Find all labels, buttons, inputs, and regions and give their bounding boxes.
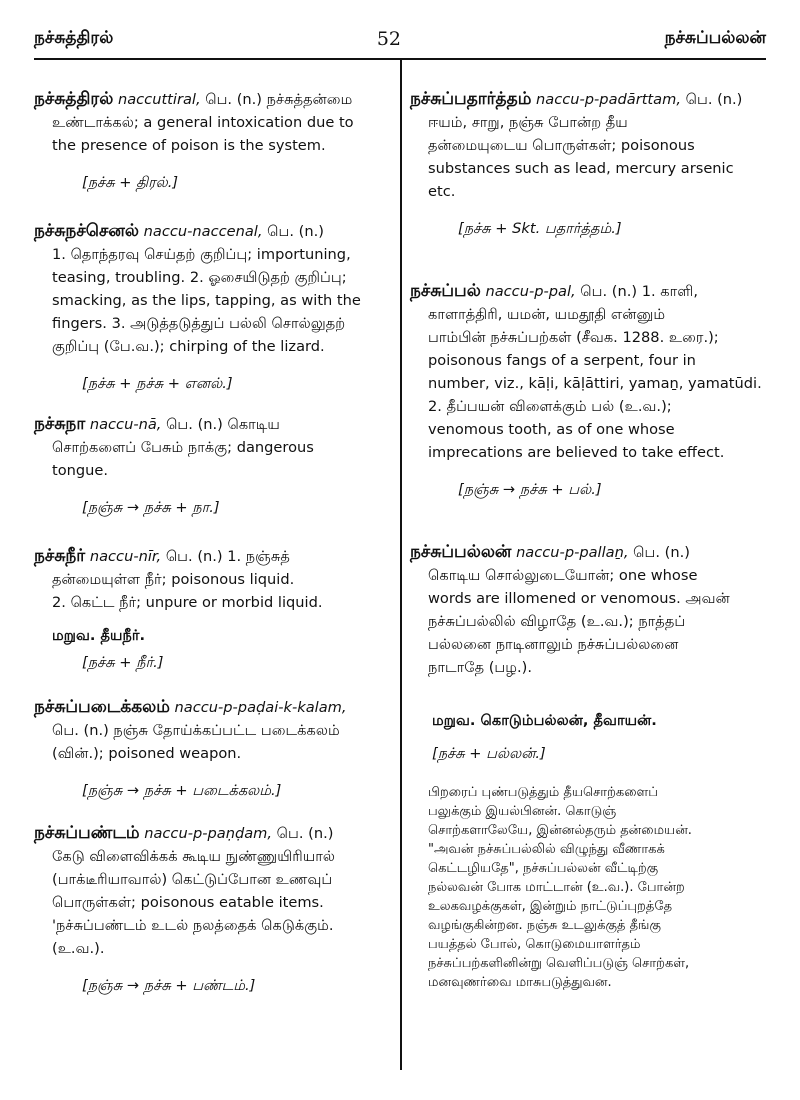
note-line: பயத்தல் போல், கொடுமையாளர்தம்: [428, 937, 641, 952]
definition-line: பொருள்கள்; poisonous eatable items.: [52, 894, 324, 911]
entry-grammar-label: பெ. (n.): [628, 544, 690, 561]
definition-line: poisonous fangs of a serpent, four in: [428, 352, 696, 369]
definition-line: substances such as lead, mercury arsenic: [428, 160, 734, 177]
entry-headword: நச்சுப்பதார்த்தம்: [410, 89, 532, 109]
entry-transliteration: naccu-p-pallaṉ,: [516, 544, 629, 561]
note-line: உலகவழக்குகள், இன்றும் நாட்டுப்புறத்தே: [428, 899, 673, 914]
entry-first-line: [34, 545, 388, 568]
entry-transliteration: naccuttiral,: [117, 91, 201, 108]
entry-headword: நச்சுப்படைக்கலம்: [34, 697, 170, 717]
entry-transliteration: naccu-p-padārttam,: [536, 91, 681, 108]
note-line: சொற்களாலேயே, இன்னல்தரும் தன்மையன்.: [428, 823, 692, 838]
dictionary-entry: [34, 822, 388, 997]
entry-headword: நச்சுத்திரல்: [34, 89, 114, 109]
definition-line: imprecations are believed to take effect.: [428, 444, 725, 461]
entry-etymology: [நச்சு + நீர்.]: [82, 654, 164, 671]
entry-etymology: [நச்சு + நச்சு + எனல்.]: [82, 375, 233, 392]
entry-first-line: [34, 220, 388, 243]
definition-line: (பாக்டீரியாவால்) கெட்டுப்போன உணவுப்: [52, 871, 333, 888]
entry-transliteration: naccu-p-paṇḍam,: [144, 825, 273, 842]
definition-line: சொற்களைப் பேசும் நாக்கு; dangerous: [52, 439, 314, 456]
page-header: [34, 14, 766, 58]
definition-line: words are illomened or venomous. அவன்: [428, 590, 730, 607]
definition-line: fingers. 3. அடுத்தடுத்துப் பல்லி சொல்லுதற்: [52, 315, 346, 332]
entry-transliteration: naccu-nīr,: [89, 548, 162, 565]
dictionary-entry: [410, 88, 770, 240]
note-line: பலுக்கும் இயல்பினன். கொடுஞ்: [428, 804, 617, 819]
definition-line: the presence of poison is the system.: [52, 137, 326, 154]
dictionary-entry: [410, 280, 770, 501]
entry-grammar-label: பெ. (n.): [680, 91, 743, 108]
dictionary-entry: [34, 220, 388, 395]
entry-grammar-label: பெ. (n.) கொடிய: [161, 416, 280, 433]
entry-etymology: [நச்சு + திரல்.]: [82, 174, 179, 191]
left-column: [34, 70, 388, 997]
entry-grammar-label: பெ. (n.) 1. நஞ்சுத்: [161, 548, 290, 565]
entry-headword: நச்சுப்பண்டம்: [34, 823, 140, 843]
definition-line: 2. கெட்ட நீர்; unpure or morbid liquid.: [52, 594, 323, 611]
definition-line: teasing, troubling. 2. ஓசையிடுதற் குறிப்பு;: [52, 269, 347, 286]
entry-etymology: [நஞ்சு → நச்சு + பல்.]: [458, 481, 602, 498]
entry-headword: நச்சுநச்செனல்: [34, 221, 139, 241]
entry-etymology: [நஞ்சு → நச்சு + பண்டம்.]: [82, 977, 256, 994]
definition-line: 'நச்சுப்பண்டம் உடல் நலத்தைக் கெடுக்கும்.: [52, 917, 334, 934]
definition-line: கேடு விளைவிக்கக் கூடிய நுண்ணுயிரியால்: [52, 848, 335, 865]
note-line: மனவுணர்வை மாசுபடுத்துவன.: [428, 975, 612, 990]
entry-definition: [34, 243, 388, 358]
definition-line: குறிப்பு (பே.வ.); chirping of the lizard.: [52, 338, 325, 355]
entry-definition: [34, 719, 388, 765]
definition-line: பல்லனை நாடினாலும் நச்சுப்பல்லனை: [428, 636, 679, 653]
entry-first-line: [34, 696, 388, 719]
entry-etymology: [நஞ்சு → நச்சு + படைக்கலம்.]: [82, 782, 282, 799]
entry-transliteration: naccu-naccenal,: [143, 223, 263, 240]
entry-transliteration: naccu-nā,: [89, 416, 162, 433]
dictionary-entry: [410, 541, 770, 992]
entry-first-line: [34, 413, 388, 436]
entry-definition: [410, 111, 770, 203]
definition-line: ஈயம், சாறு, நஞ்சு போன்ற தீய: [428, 114, 628, 131]
definition-line: venomous tooth, as of one whose: [428, 421, 675, 438]
definition-line: 2. தீப்பயன் விளைக்கும் பல் (உ.வ.);: [428, 398, 672, 415]
note-line: நல்லவன் போக மாட்டான் (உ.வ.). போன்ற: [428, 880, 685, 895]
definition-line: தன்மையுள்ள நீர்; poisonous liquid.: [52, 571, 295, 588]
definition-line: நாடாதே (பழ.).: [428, 659, 533, 676]
definition-line: தன்மையுடைய பொருள்கள்; poisonous: [428, 137, 695, 154]
entry-headword: நச்சுப்பல்: [410, 281, 481, 301]
right-guide-word: நச்சுப்பல்லன்: [664, 28, 766, 48]
entry-etymology: [நச்சு + Skt. பதார்த்தம்.]: [458, 220, 622, 237]
entry-synonym: மறுவ. கொடும்பல்லன், தீவாயன்.: [432, 712, 657, 729]
entry-headword: நச்சுப்பல்லன்: [410, 542, 512, 562]
right-column: [410, 70, 770, 992]
definition-line: etc.: [428, 183, 456, 200]
definition-line: 1. தொந்தரவு செய்தற் குறிப்பு; importuning,: [52, 246, 351, 263]
note-line: "அவன் நச்சுப்பல்லில் விழுந்து வீணாகக்: [428, 842, 665, 857]
definition-line: காளாத்திரி, யமன், யமதூதி என்னும்: [428, 306, 666, 323]
note-line: கெட்டழியதே", நச்சுப்பல்லன் வீட்டிற்கு: [428, 861, 659, 876]
column-divider: [400, 60, 402, 1070]
entry-grammar-label: பெ. (n.) 1. காளி,: [575, 283, 699, 300]
definition-line: பாம்பின் நச்சுப்பற்கள் (சீவக. 1288. உரை.);: [428, 329, 719, 346]
definition-line: பெ. (n.) நஞ்சு தோய்க்கப்பட்ட படைக்கலம்: [52, 722, 340, 739]
note-line: பிறரைப் புண்படுத்தும் தீயசொற்களைப்: [428, 785, 658, 800]
entry-grammar-label: பெ. (n.): [262, 223, 324, 240]
entry-headword: நச்சுநா: [34, 414, 86, 434]
entry-definition: [34, 111, 388, 157]
definition-line: (உ.வ.).: [52, 940, 105, 957]
entry-first-line: [410, 280, 770, 303]
definition-line: (வின்.); poisoned weapon.: [52, 745, 242, 762]
entry-grammar-label: பெ. (n.) நச்சுத்தன்மை: [200, 91, 353, 108]
dictionary-entry: [34, 88, 388, 194]
entry-first-line: [410, 541, 770, 564]
left-guide-word: நச்சுத்திரல்: [34, 28, 114, 48]
entry-transliteration: naccu-p-pal,: [485, 283, 576, 300]
entry-headword: நச்சுநீர்: [34, 546, 86, 566]
definition-line: smacking, as the lips, tapping, as with the: [52, 292, 361, 309]
definition-line: உண்டாக்கல்; a general intoxication due to: [52, 114, 354, 131]
definition-line: number, viz., kāḷi, kāḷāttiri, yamaṉ, yamatūdi.: [428, 375, 762, 392]
entry-etymology: [நச்சு + பல்லன்.]: [432, 745, 546, 762]
entry-definition: [34, 568, 388, 614]
entry-synonym: மறுவ. தீயநீர்.: [52, 627, 146, 644]
entry-grammar-label: பெ. (n.): [272, 825, 334, 842]
definition-line: கொடிய சொல்லுடையோன்; one whose: [428, 567, 698, 584]
dictionary-entry: [34, 545, 388, 674]
entry-first-line: [34, 822, 388, 845]
entry-definition: [410, 303, 770, 464]
definition-line: நச்சுப்பல்லில் விழாதே (உ.வ.); நாத்தப்: [428, 613, 686, 630]
dictionary-entry: [34, 413, 388, 519]
entry-first-line: [34, 88, 388, 111]
entry-transliteration: naccu-p-paḍai-k-kalam,: [174, 699, 347, 716]
entry-definition: [410, 564, 770, 679]
entry-etymology: [நஞ்சு → நச்சு + நா.]: [82, 499, 220, 516]
definition-line: tongue.: [52, 462, 109, 479]
note-line: வழங்குகின்றன. நஞ்சு உடலுக்குத் தீங்கு: [428, 918, 661, 933]
note-line: நச்சுப்பற்களினின்று வெளிப்படுஞ் சொற்கள்,: [428, 956, 690, 971]
entry-note: [410, 783, 770, 992]
entry-definition: [34, 845, 388, 960]
entry-definition: [34, 436, 388, 482]
dictionary-entry: [34, 696, 388, 802]
entry-first-line: [410, 88, 770, 111]
page-number: 52: [376, 28, 402, 50]
